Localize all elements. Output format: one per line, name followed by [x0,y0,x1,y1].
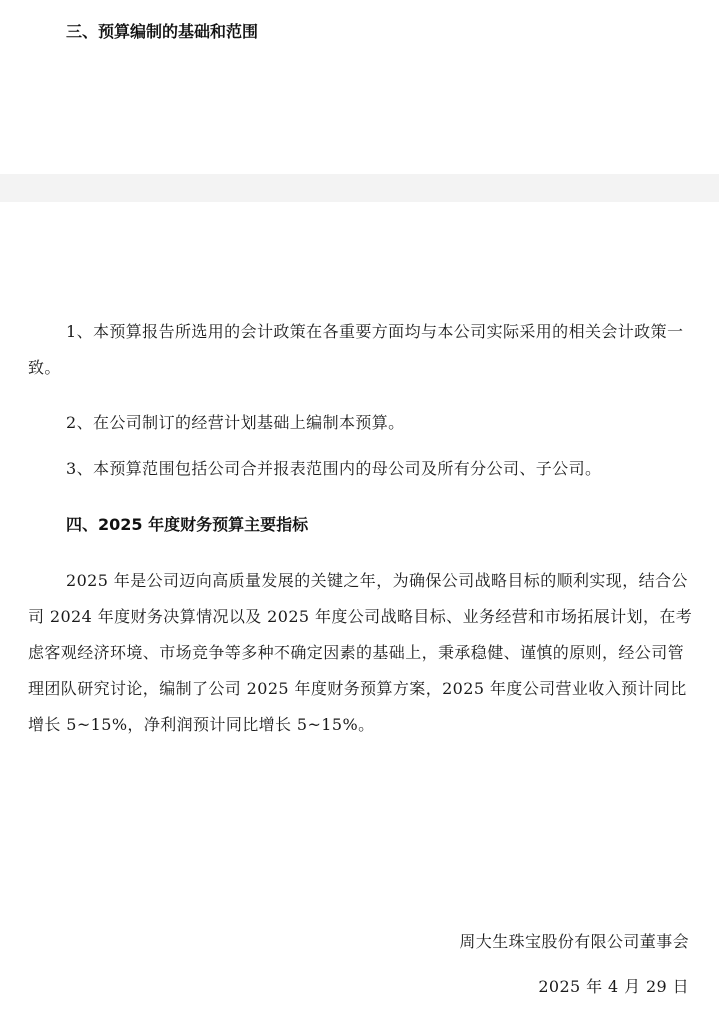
basis-item-consolidation-scope: 3、本预算范围包括公司合并报表范围内的母公司及所有分公司、子公司。 [66,459,602,478]
key-indicators-paragraph: 2025 年是公司迈向高质量发展的关键之年，为确保公司战略目标的顺利实现，结合公司 2024 年度财务决算情况以及 2025 年度公司战略目标、业务经营和市场拓展计划，在考虑客观经济环境、市场竞争等多种不确定因素的基础上，秉承稳健、谨慎的原则，经公司管理团队研究讨论，编制了公司 2025 年度财务预算方案，2025 年度公司营业收入预计同比增长 5~15%，净利润预计同比增长 5~15%。 [28,571,693,734]
page-break-band [0,174,719,202]
section-heading-key-indicators: 四、2025 年度财务预算主要指标 [66,515,309,534]
section-heading-basis-and-scope: 三、预算编制的基础和范围 [66,22,259,41]
basis-item-operating-plan: 2、在公司制订的经营计划基础上编制本预算。 [66,413,405,432]
basis-item-accounting-policy: 1、本预算报告所选用的会计政策在各重要方面均与本公司实际采用的相关会计政策一致。 [28,322,684,377]
signature-company: 周大生珠宝股份有限公司董事会 [459,932,689,951]
signature-date: 2025 年 4 月 29 日 [538,977,689,996]
